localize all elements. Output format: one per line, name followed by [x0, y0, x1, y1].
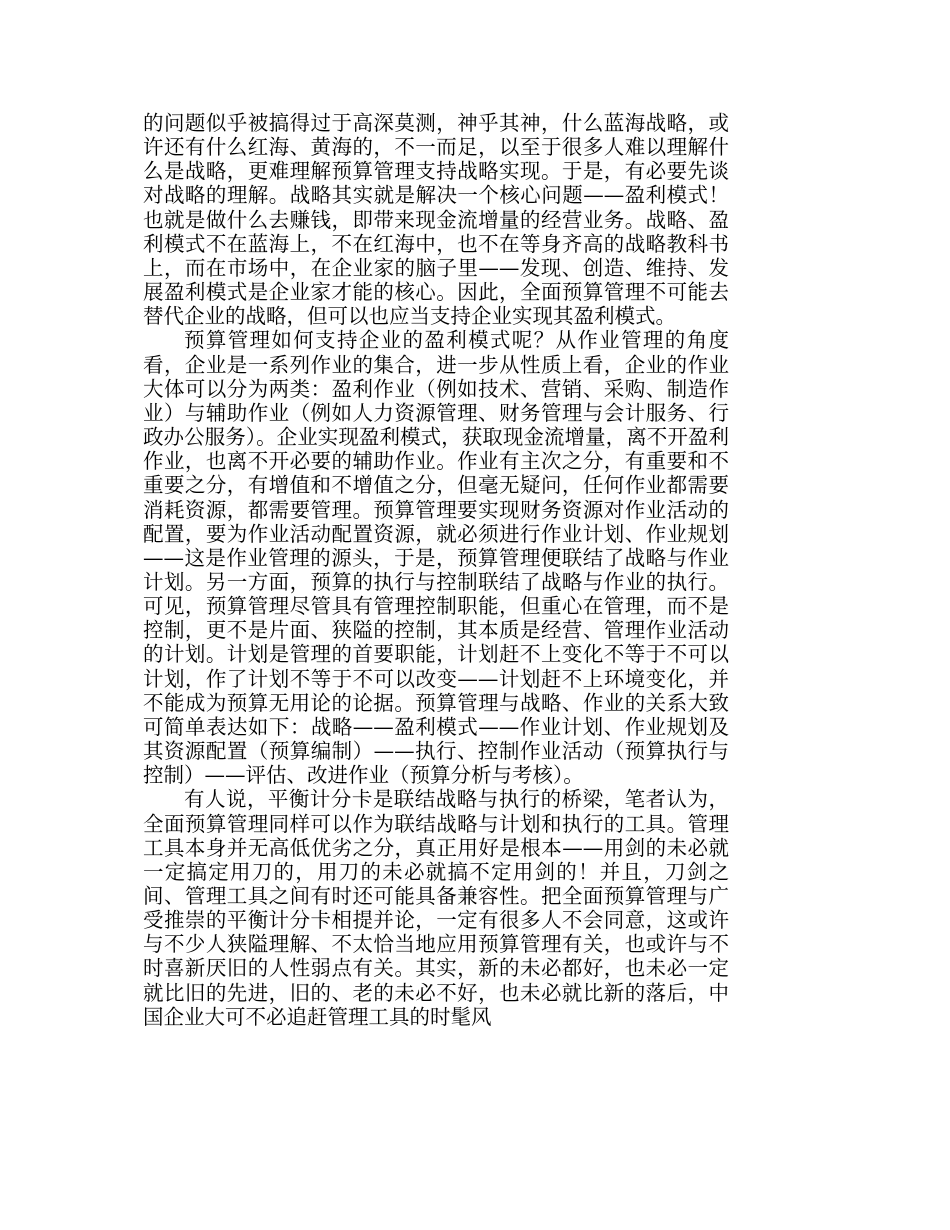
- document-page: [143, 111, 729, 1029]
- paragraph-3: 有人说，平衡计分卡是联结战略与执行的桥梁，笔者认为，全面预算管理同样可以作为联结战略与计划和执行的工具。管理工具本身并无高低优劣之分，真正用好是根本——用剑的未必就一定搞定用刀的，用刀的未必就搞不定用剑的！并且，刀剑之间、管理工具之间有时还可能具备兼容性。把全面预算管理与广受推崇的平衡计分卡相提并论，一定有很多人不会同意，这或许与不少人狭隘理解、不太恰当地应用预算管理有关，也或许与不时喜新厌旧的人性弱点有关。其实，新的未必都好，也未必一定就比旧的先进，旧的、老的未必不好，也未必就比新的落后，中国企业大可不必追赶管理工具的时髦风: [143, 787, 729, 1029]
- paragraph-1: 的问题似乎被搞得过于高深莫测，神乎其神，什么蓝海战略，或许还有什么红海、黄海的，不一而足，以至于很多人难以理解什么是战略，更难理解预算管理支持战略实现。于是，有必要先谈对战略的理解。战略其实就是解决一个核心问题——盈利模式！也就是做什么去赚钱，即带来现金流增量的经营业务。战略、盈利模式不在蓝海上，不在红海中，也不在等身齐高的战略教科书上，而在市场中，在企业家的脑子里——发现、创造、维持、发展盈利模式是企业家才能的核心。因此，全面预算管理不可能去替代企业的战略，但可以也应当支持企业实现其盈利模式。: [143, 111, 729, 329]
- paragraph-2: 预算管理如何支持企业的盈利模式呢？从作业管理的角度看，企业是一系列作业的集合，进一步从性质上看，企业的作业大体可以分为两类：盈利作业（例如技术、营销、采购、制造作业）与辅助作业（例如人力资源管理、财务管理与会计服务、行政办公服务）。企业实现盈利模式，获取现金流增量，离不开盈利作业，也离不开必要的辅助作业。作业有主次之分，有重要和不重要之分，有增值和不增值之分，但毫无疑问，任何作业都需要消耗资源，都需要管理。预算管理要实现财务资源对作业活动的配置，要为作业活动配置资源，就必须进行作业计划、作业规划——这是作业管理的源头，于是，预算管理便联结了战略与作业计划。另一方面，预算的执行与控制联结了战略与作业的执行。可见，预算管理尽管具有管理控制职能，但重心在管理，而不是控制，更不是片面、狭隘的控制，其本质是经营、管理作业活动的计划。计划是管理的首要职能，计划赶不上变化不等于不可以计划，作了计划不等于不可以改变——计划赶不上环境变化，并不能成为预算无用论的论据。预算管理与战略、作业的关系大致可简单表达如下：战略——盈利模式——作业计划、作业规划及其资源配置（预算编制）——执行、控制作业活动（预算执行与控制）——评估、改进作业（预算分析与考核）。: [143, 328, 729, 788]
